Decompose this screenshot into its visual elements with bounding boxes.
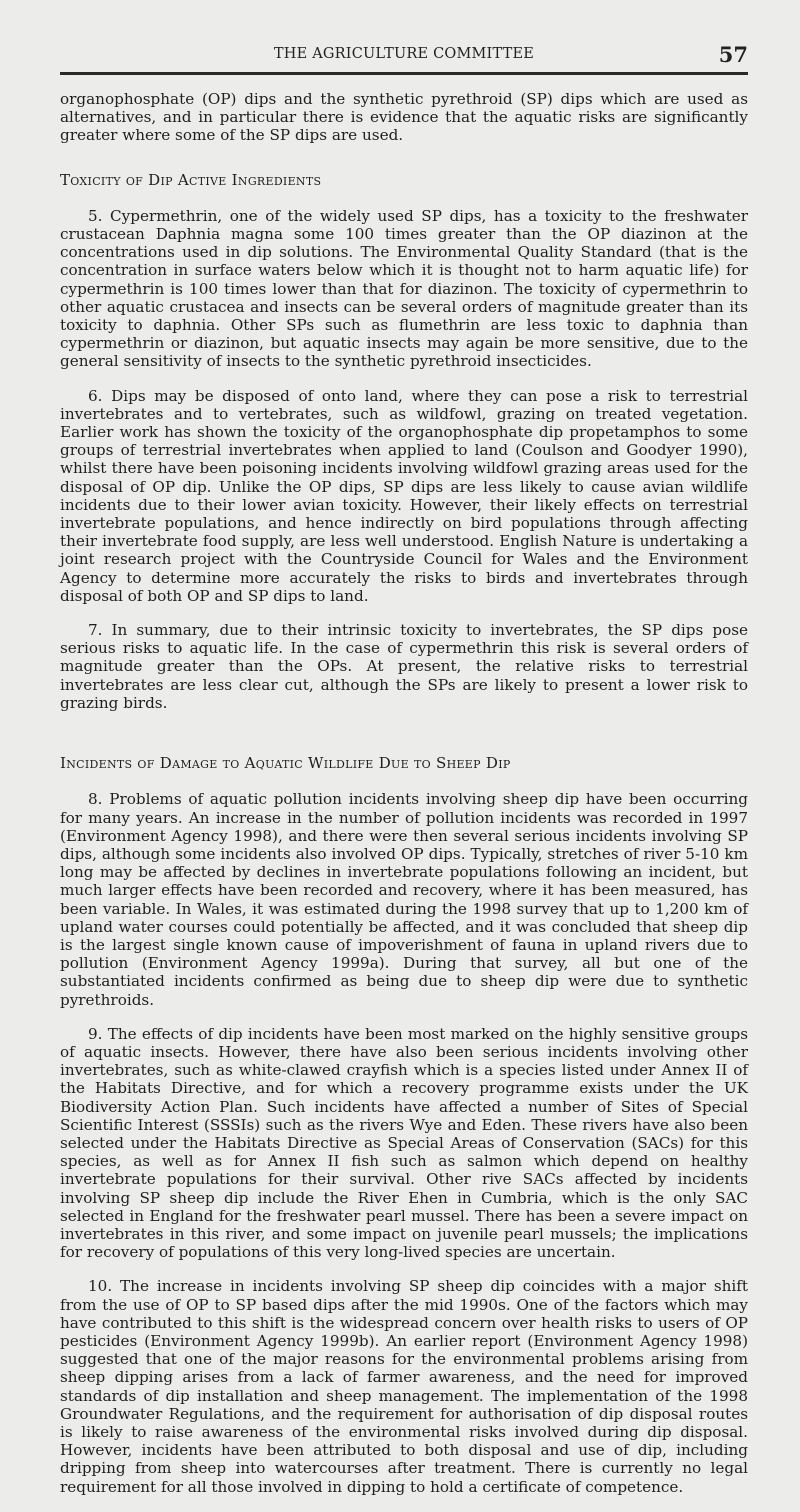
paragraph-10: 10. The increase in incidents involving SP sheep dip coincides with a major shift from the use of OP to SP based dips after the mid 1990s. One of the factors which may have contributed to this shift is the widespread concern over health risks to users of OP pesticides (Environment Agency 1999b). An earlier report (Environment Agency 1998) suggested that one of the major reasons for the environmental problems arising from sheep dipping arises from a lack of farmer awareness, and the need for improved standards of dip installation and sheep management. The implementation of the 1998 Groundwater Regulations, and the requirement for authorisation of dip disposal routes is likely to raise awareness of the environmental risks involved during dip disposal. However, incidents have been attributed to both disposal and use of dip, including dripping from sheep into watercourses after treatment. There is currently no legal requirement for all those involved in dipping to hold a certificate of competence. — [60, 1277, 748, 1496]
paragraph-9: 9. The effects of dip incidents have been most marked on the highly sensitive groups of aquatic insects. However, there have also been serious incidents involving other invertebrates, such as white-clawed crayfish which is a species listed under Annex II of the Habitats Directive, and for which a recovery programme exists under the UK Biodiversity Action Plan. Such incidents have affected a number of Sites of Special Scientific Interest (SSSIs) such as the rivers Wye and Eden. These rivers have also been selected under the Habitats Directive as Special Areas of Conservation (SACs) for this species, as well as for Annex II fish such as salmon which depend on healthy invertebrate populations for their survival. Other rive SACs affected by incidents involving SP sheep dip include the River Ehen in Cumbria, which is the only SAC selected in England for the freshwater pearl mussel. There has been a severe impact on invertebrates in this river, and some impact on juvenile pearl mussels; the implications for recovery of populations of this very long-lived species are uncertain. — [60, 1024, 748, 1262]
section-heading-toxicity: Toxicity of Dip Active Ingredients — [60, 170, 322, 189]
header-rule — [60, 72, 748, 75]
header-title: THE AGRICULTURE COMMITTEE — [273, 46, 535, 62]
section-heading-incidents: Incidents of Damage to Aquatic Wildlife Due to Sheep Dip — [60, 754, 511, 773]
paragraph-8: 8. Problems of aquatic pollution incidents involving sheep dip have been occurring for many years. An increase in the number of pollution incidents was recorded in 1997 (Environment Agency 1998), and there were then several serious incidents involving SP dips, although some incidents also involved OP dips. Typically, stretches of river 5-10 km long may be affected by declines in invertebrate populations following an incident, but much larger effects have been recorded and recovery, where it has been measured, has been variable. In Wales, it was estimated during the 1998 survey that up to 1,200 km of upland water courses could potentially be affected, and it was concluded that sheep dip is the largest single known cause of impoverishment of fauna in upland rivers due to pollution (Environment Agency 1999a). During that survey, all but one of the substantiated incidents confirmed as being due to sheep dip were due to synthetic pyrethroids. — [60, 790, 748, 1009]
page-number: 57 — [718, 42, 748, 67]
intro-paragraph: organophosphate (OP) dips and the synthetic pyrethroid (SP) dips which are used as alternatives, and in particular there is evidence that the aquatic risks are significantly greater where some of the SP dips are used. — [60, 90, 748, 145]
paragraph-6: 6. Dips may be disposed of onto land, where they can pose a risk to terrestrial invertebrates and to vertebrates, such as wildfowl, grazing on treated vegetation. Earlier work has shown the toxicity of the organophosphate dip propetamphos to some groups of terrestrial invertebrates when applied to land (Coulson and Goodyer 1990), whilst there have been poisoning incidents involving wildfowl grazing areas used for the disposal of OP dip. Unlike the OP dips, SP dips are less likely to cause avian wildlife incidents due to their lower avian toxicity. However, their likely effects on terrestrial invertebrate populations, and hence indirectly on bird populations through affecting their invertebrate food supply, are less well understood. English Nature is undertaking a joint research project with the Countryside Council for Wales and the Environment Agency to determine more accurately the risks to birds and invertebrates through disposal of both OP and SP dips to land. — [60, 386, 748, 605]
paragraph-5: 5. Cypermethrin, one of the widely used SP dips, has a toxicity to the freshwater crustacean Daphnia magna some 100 times greater than the OP diazinon at the concentrations used in dip solutions. The Environmental Quality Standard (that is the concentration in surface waters below which it is thought not to harm aquatic life) for cypermethrin is 100 times lower than that for diazinon. The toxicity of cypermethrin to other aquatic crustacea and insects can be several orders of magnitude greater than its toxicity to daphnia. Other SPs such as flumethrin are less toxic to daphnia than cypermethrin or diazinon, but aquatic insects may again be more sensitive, due to the general sensitivity of insects to the synthetic pyrethroid insecticides. — [60, 206, 748, 371]
body-text — [60, 90, 748, 1512]
running-header — [60, 42, 748, 68]
paragraph-7: 7. In summary, due to their intrinsic toxicity to invertebrates, the SP dips pose serious risks to aquatic life. In the case of cypermethrin this risk is several orders of magnitude greater than the OPs. At present, the relative risks to terrestrial invertebrates are less clear cut, although the SPs are likely to present a lower risk to grazing birds. — [60, 621, 748, 712]
